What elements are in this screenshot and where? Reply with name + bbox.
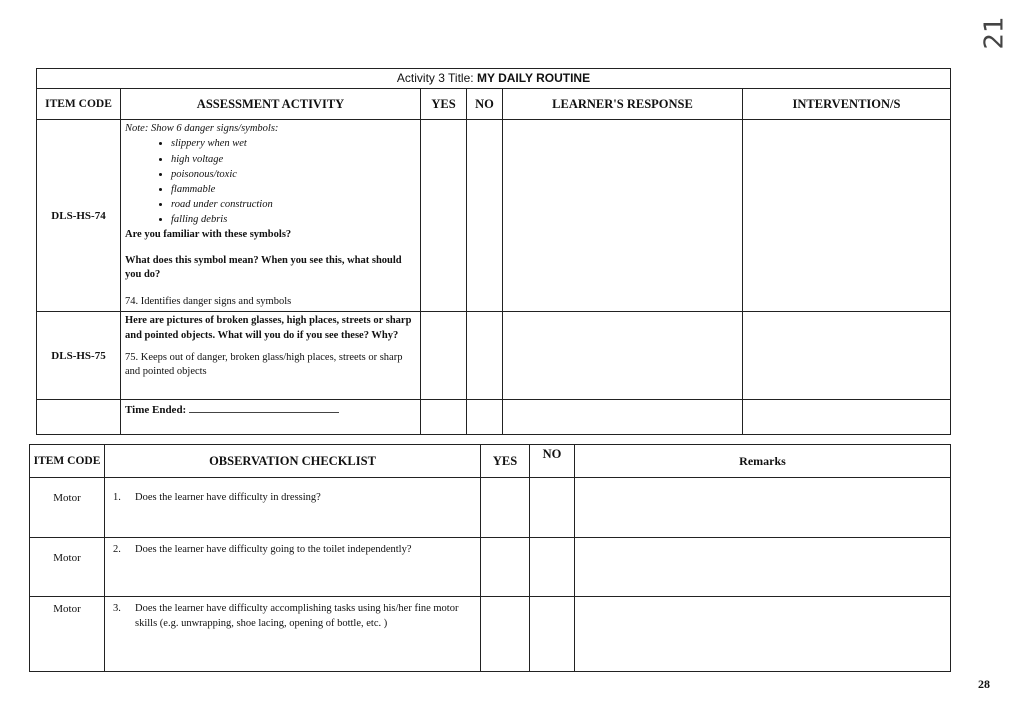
- time-ended-row: [37, 400, 951, 435]
- time-ended-label: Time Ended:: [125, 404, 187, 417]
- remarks-cell[interactable]: [575, 597, 951, 672]
- activity-note: Note: Show 6 danger signs/symbols:: [125, 123, 279, 134]
- page-number: 28: [978, 677, 990, 691]
- checklist-item: [105, 478, 481, 538]
- checklist-item: [105, 597, 481, 672]
- header-learners-response: LEARNER'S RESPONSE: [503, 89, 743, 120]
- activity-header-row: [37, 89, 951, 120]
- yes-cell[interactable]: [421, 312, 467, 400]
- learners-response-cell[interactable]: [503, 312, 743, 400]
- no-cell[interactable]: [530, 538, 575, 597]
- item-code: Motor: [30, 478, 105, 538]
- learners-response-cell[interactable]: [503, 120, 743, 312]
- remarks-cell[interactable]: [575, 538, 951, 597]
- danger-signs-list: [125, 136, 416, 227]
- header-item-code: ITEM CODE: [37, 89, 121, 120]
- item-code: Motor: [30, 597, 105, 672]
- competency-text: 75. Keeps out of danger, broken glass/high places, streets or sharp and pointed objects: [125, 352, 403, 378]
- table-row: [37, 312, 951, 400]
- header-observation-checklist: OBSERVATION CHECKLIST: [105, 445, 481, 478]
- assessment-activity-cell: [121, 312, 421, 400]
- table-row: [30, 478, 951, 538]
- header-no: NO: [530, 445, 575, 478]
- checklist-item: [105, 538, 481, 597]
- list-item: • flammable: [171, 182, 416, 197]
- table-row: [30, 538, 951, 597]
- yes-cell[interactable]: [481, 597, 530, 672]
- no-cell[interactable]: [530, 478, 575, 538]
- observation-table: [29, 444, 951, 672]
- yes-cell[interactable]: [481, 538, 530, 597]
- competency-text: 74. Identifies danger signs and symbols: [125, 295, 292, 307]
- no-cell[interactable]: [467, 312, 503, 400]
- header-interventions: INTERVENTION/S: [743, 89, 951, 120]
- activity-title: [37, 69, 951, 89]
- header-assessment-activity: ASSESSMENT ACTIVITY: [121, 89, 421, 120]
- list-item: • poisonous/toxic: [171, 167, 416, 182]
- time-ended-line[interactable]: [189, 412, 339, 413]
- interventions-cell[interactable]: [743, 120, 951, 312]
- list-item: • high voltage: [171, 152, 416, 167]
- item-code: DLS-HS-75: [37, 312, 121, 400]
- activity-title-prefix: Activity 3 Title:: [396, 71, 477, 85]
- item-text: Does the learner have difficulty in dressing?: [135, 492, 321, 503]
- list-item: • falling debris: [171, 212, 416, 227]
- item-code: DLS-HS-74: [37, 120, 121, 312]
- header-no: NO: [467, 89, 503, 120]
- yes-cell[interactable]: [481, 478, 530, 538]
- item-code: Motor: [30, 538, 105, 597]
- list-item: • road under construction: [171, 197, 416, 212]
- item-text: Does the learner have difficulty accomplishing tasks using his/her fine motor skills (e.g. unwrapping, shoe lacing, opening of bottle, etc. ): [135, 603, 459, 629]
- activity-title-bold: MY DAILY ROUTINE: [476, 71, 591, 85]
- item-text: Does the learner have difficulty going to the toilet independently?: [135, 544, 412, 555]
- list-item: • slippery when wet: [171, 136, 416, 151]
- item-number: 1.: [113, 492, 121, 503]
- item-number: 3.: [113, 603, 121, 614]
- handwritten-page-number: 21: [979, 16, 1010, 50]
- no-cell[interactable]: [530, 597, 575, 672]
- header-item-code: ITEM CODE: [30, 445, 105, 478]
- header-remarks: Remarks: [575, 445, 951, 478]
- time-ended-cell: [121, 400, 421, 435]
- table-row: [30, 597, 951, 672]
- header-yes: YES: [421, 89, 467, 120]
- interventions-cell[interactable]: [743, 312, 951, 400]
- assessment-activity-cell: [121, 120, 421, 312]
- activity-table: [36, 68, 951, 435]
- question-text: Here are pictures of broken glasses, high places, streets or sharp and pointed objects. What will you do if you see these? Why?: [125, 315, 412, 341]
- question-familiar: Are you familiar with these symbols?: [125, 228, 292, 240]
- remarks-cell[interactable]: [575, 478, 951, 538]
- yes-cell[interactable]: [421, 120, 467, 312]
- item-number: 2.: [113, 544, 121, 555]
- observation-header-row: [30, 445, 951, 478]
- table-row: [37, 120, 951, 312]
- question-meaning: What does this symbol mean? When you see this, what should you do?: [125, 255, 402, 281]
- no-cell[interactable]: [467, 120, 503, 312]
- header-yes: YES: [481, 445, 530, 478]
